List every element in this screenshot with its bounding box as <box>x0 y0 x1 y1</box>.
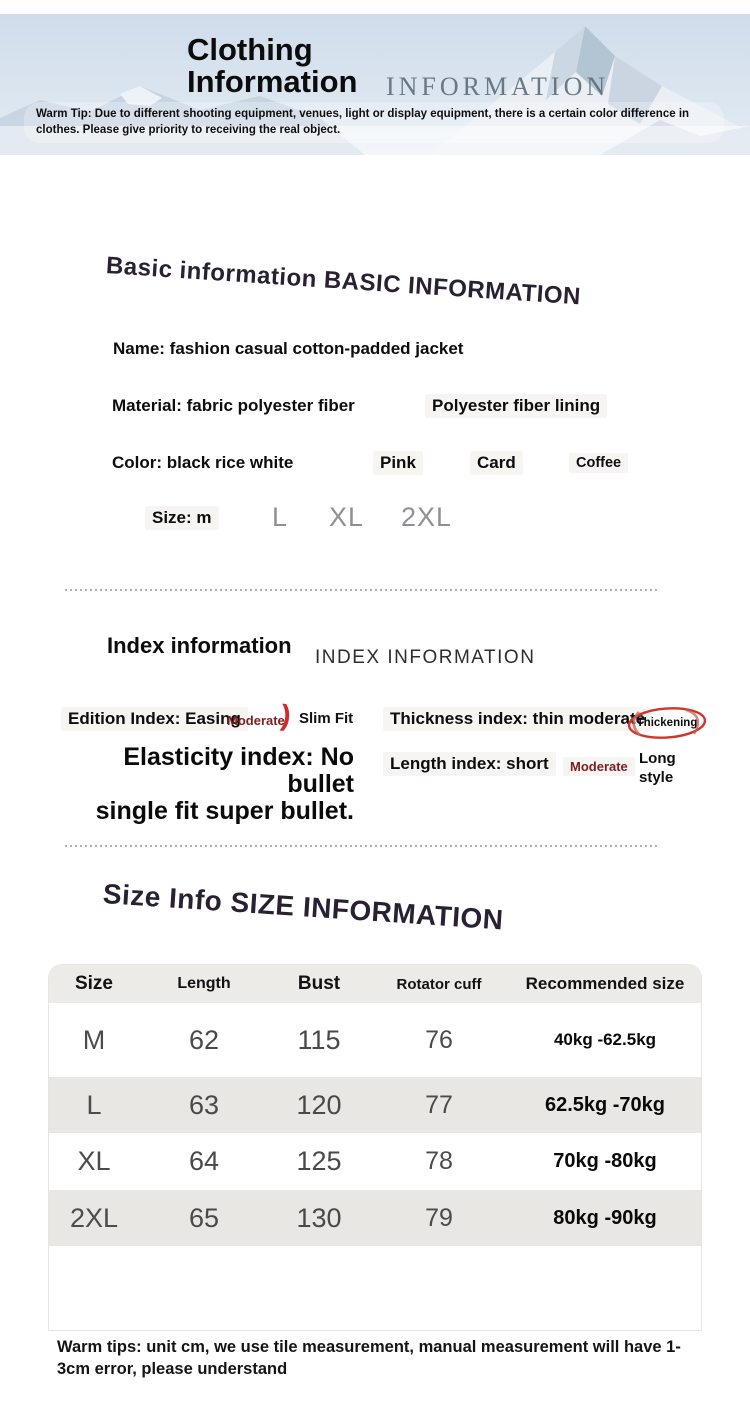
cell-bust: 125 <box>296 1146 342 1176</box>
table-row-2xl <box>49 1190 701 1246</box>
cell-size: 2XL <box>69 1202 119 1233</box>
elasticity-line2: single fit super bullet. <box>95 797 354 825</box>
length-index-moderate: Moderate <box>563 757 635 776</box>
size-info-title: Size Info SIZE INFORMATION <box>101 878 505 936</box>
color-option-card: Card <box>470 451 523 475</box>
index-info-subtitle: INDEX INFORMATION <box>315 647 536 668</box>
cell-length: 64 <box>188 1146 220 1176</box>
material-row: Material: fabric polyester fiber <box>112 396 355 415</box>
cell-recommended: 62.5kg -70kg <box>544 1093 666 1116</box>
page-title <box>187 34 358 98</box>
size-option-2xl: 2XL <box>401 502 453 532</box>
column-header-length: Length <box>177 975 231 992</box>
table-row-m <box>49 1003 701 1077</box>
cell-recommended: 80kg -90kg <box>553 1206 657 1229</box>
page-title-line1: Clothing <box>187 32 313 67</box>
section-divider <box>65 589 657 591</box>
cell-bust: 130 <box>296 1202 342 1233</box>
red-arc-mark-icon: ) <box>279 699 293 733</box>
measurement-warm-tips: Warm tips: unit cm, we use tile measurement, manual measurement will have 1-3cm error, please understand <box>57 1338 681 1379</box>
length-index-label: Length index: short <box>383 752 556 776</box>
cell-cuff: 79 <box>425 1203 453 1232</box>
cell-size: L <box>86 1089 102 1120</box>
size-option-xl: XL <box>329 502 365 532</box>
index-info-title: Index information <box>107 633 292 658</box>
length-long: Long <box>639 750 676 767</box>
table-row-l <box>49 1077 701 1133</box>
column-header-size: Size <box>74 973 114 994</box>
color-option-pink: Pink <box>373 451 423 475</box>
cell-length: 63 <box>188 1089 220 1120</box>
warm-tip-banner: Warm Tip: Due to different shooting equipment, venues, light or display equipment, there is a certain color difference in clothes. Please give priority to receiving the real object. <box>24 102 724 143</box>
basic-info-title: Basic information BASIC INFORMATION <box>105 252 582 311</box>
size-row: Size: m <box>145 506 219 530</box>
column-header-rotator-cuff: Rotator cuff <box>396 975 482 993</box>
edition-index-label: Edition Index: Easing <box>61 707 248 731</box>
color-option-coffee: Coffee <box>569 453 628 473</box>
name-row: Name: fashion casual cotton-padded jacket <box>113 339 464 358</box>
column-header-recommended-size: Recommended size <box>525 974 685 993</box>
page-title-line2: Information <box>187 64 358 99</box>
cell-length: 62 <box>188 1024 220 1055</box>
cell-size: XL <box>77 1146 111 1176</box>
edition-index-moderate: Moderate <box>227 713 285 728</box>
size-table-header <box>49 965 701 1003</box>
hero-banner <box>0 14 750 155</box>
cell-cuff: 78 <box>425 1147 453 1175</box>
size-option-l: L <box>272 502 289 532</box>
elasticity-line1: Elasticity index: No bullet <box>123 743 354 798</box>
cell-size: M <box>82 1024 106 1055</box>
cell-recommended: 70kg -80kg <box>553 1150 657 1172</box>
cell-bust: 115 <box>297 1024 341 1055</box>
length-style: style <box>639 769 674 786</box>
thickening-label: Thickening <box>636 717 698 729</box>
size-table <box>48 964 702 1331</box>
cell-bust: 120 <box>296 1089 342 1120</box>
material-lining-value: Polyester fiber lining <box>425 394 607 418</box>
table-row-xl <box>49 1133 701 1190</box>
column-header-bust: Bust <box>297 973 341 994</box>
elasticity-index-block <box>52 744 354 825</box>
edition-index-slim-fit: Slim Fit <box>299 710 354 727</box>
cell-cuff: 77 <box>425 1090 453 1119</box>
red-circle-annotation-icon <box>626 704 708 742</box>
color-row: Color: black rice white <box>112 453 294 472</box>
cell-cuff: 76 <box>425 1025 453 1054</box>
cell-length: 65 <box>188 1202 220 1233</box>
section-divider <box>65 845 657 847</box>
cell-recommended: 40kg -62.5kg <box>553 1030 657 1049</box>
information-watermark: INFORMATION <box>386 72 610 101</box>
length-index-long-style <box>639 749 676 787</box>
thickness-index-label: Thickness index: thin moderate <box>383 707 652 731</box>
thickness-circled-option <box>626 704 708 742</box>
